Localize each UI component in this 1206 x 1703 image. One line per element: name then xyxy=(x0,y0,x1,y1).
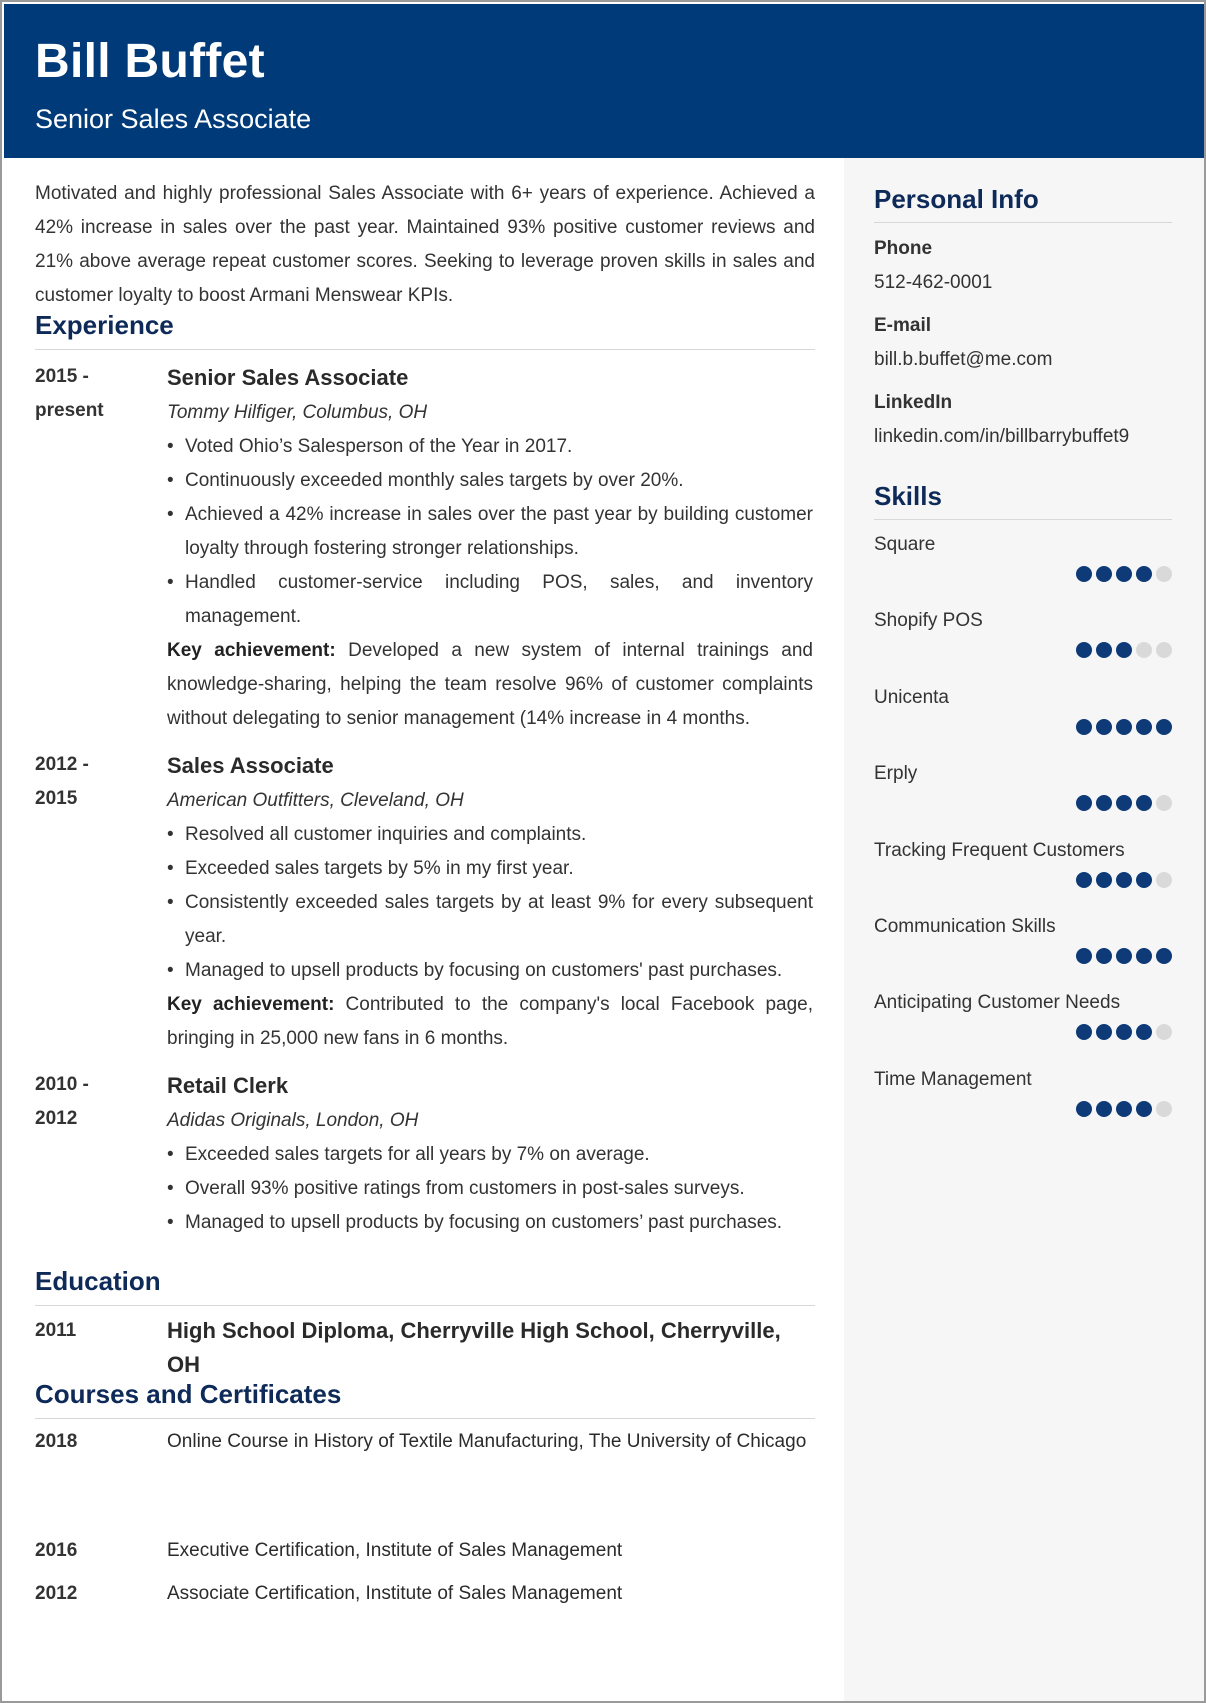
rating-dot-filled xyxy=(1136,1024,1152,1040)
job-bullet: • Resolved all customer inquiries and complaints. xyxy=(167,818,813,852)
job-role: Retail Clerk xyxy=(167,1073,289,1098)
skill-rating xyxy=(1076,872,1172,888)
job-dates xyxy=(35,1068,155,1136)
skill-name: Communication Skills xyxy=(874,916,1056,937)
rating-dot-filled xyxy=(1136,566,1152,582)
skill-rating xyxy=(1076,1101,1172,1117)
rating-dot-filled xyxy=(1076,872,1092,888)
rating-dot-empty xyxy=(1156,795,1172,811)
rating-dot-filled xyxy=(1116,566,1132,582)
rating-dot-filled xyxy=(1116,872,1132,888)
rating-dot-empty xyxy=(1136,642,1152,658)
rating-dot-filled xyxy=(1096,1101,1112,1117)
course-year: 2012 xyxy=(35,1583,78,1604)
rating-dot-filled xyxy=(1116,795,1132,811)
rating-dot-empty xyxy=(1156,1024,1172,1040)
skills-heading: Skills xyxy=(874,481,1172,520)
skill-item xyxy=(874,610,1172,686)
key-achievement-text: Contributed to the company's local Facebook page, bringing in 25,000 new fans in 6 months. xyxy=(167,994,813,1049)
key-achievement-text: Developed a new system of internal trainings and knowledge-sharing, helping the team resolve 96% of customer complaints without delegating to senior management (14% increase in 4 months. xyxy=(167,640,813,729)
skill-rating xyxy=(1076,1024,1172,1040)
email-label: E-mail xyxy=(874,315,932,336)
job-company: American Outfitters, Cleveland, OH xyxy=(167,790,464,811)
key-achievement xyxy=(167,988,813,1056)
course-year: 2018 xyxy=(35,1431,78,1452)
job-date-start: 2012 - xyxy=(35,754,89,775)
job-bullet: • Handled customer-service including POS, sales, and inventory management. xyxy=(167,566,813,634)
courses-heading: Courses and Certificates xyxy=(35,1379,815,1419)
job-bullet: • Managed to upsell products by focusing on customers’ past purchases. xyxy=(167,1206,813,1240)
job-company: Tommy Hilfiger, Columbus, OH xyxy=(167,402,428,423)
job-bullets xyxy=(167,818,813,988)
rating-dot-filled xyxy=(1096,719,1112,735)
rating-dot-filled xyxy=(1096,872,1112,888)
rating-dot-empty xyxy=(1156,872,1172,888)
skill-name: Unicenta xyxy=(874,686,949,708)
skill-name: Time Management xyxy=(874,1068,1032,1090)
skill-item xyxy=(874,687,1172,763)
rating-dot-filled xyxy=(1156,719,1172,735)
job-dates xyxy=(35,360,155,428)
candidate-name: Bill Buffet xyxy=(35,35,265,88)
skill-item xyxy=(874,916,1172,992)
rating-dot-filled xyxy=(1116,1101,1132,1117)
skill-item xyxy=(874,763,1172,839)
resume-header xyxy=(4,4,1204,158)
rating-dot-filled xyxy=(1136,795,1152,811)
rating-dot-filled xyxy=(1076,795,1092,811)
linkedin-label: LinkedIn xyxy=(874,392,953,413)
job-bullet: • Consistently exceeded sales targets by at least 9% for every subsequent year. xyxy=(167,886,813,954)
skill-item xyxy=(874,840,1172,916)
phone-value: 512-462-0001 xyxy=(874,272,993,293)
key-achievement-label: Key achievement: xyxy=(167,994,335,1015)
rating-dot-filled xyxy=(1116,642,1132,658)
job-body xyxy=(167,360,813,736)
job-role: Senior Sales Associate xyxy=(167,365,409,390)
job-role: Sales Associate xyxy=(167,753,334,778)
rating-dot-filled xyxy=(1156,948,1172,964)
summary-paragraph: Motivated and highly professional Sales Associate with 6+ years of experience. Achieved a 42% increase in sales over the past year. Maintained 93% positive customer reviews and 21% above average repeat customer scores. Seeking to leverage proven skills in sales and customer loyalty to boost Armani Menswear KPIs. xyxy=(35,183,815,306)
education-year: 2011 xyxy=(35,1320,77,1341)
job-bullets xyxy=(167,1138,813,1240)
skill-item xyxy=(874,992,1172,1068)
job-date-start: 2015 - xyxy=(35,366,89,387)
rating-dot-empty xyxy=(1156,642,1172,658)
rating-dot-filled xyxy=(1096,1024,1112,1040)
rating-dot-filled xyxy=(1136,948,1152,964)
course-text: Executive Certification, Institute of Sales Management xyxy=(167,1540,623,1561)
skill-rating xyxy=(1076,719,1172,735)
rating-dot-filled xyxy=(1096,566,1112,582)
skill-name: Anticipating Customer Needs xyxy=(874,992,1121,1014)
rating-dot-filled xyxy=(1076,1101,1092,1117)
job-bullet: • Continuously exceeded monthly sales targets by over 20%. xyxy=(167,464,813,498)
rating-dot-filled xyxy=(1076,566,1092,582)
course-text: Associate Certification, Institute of Sales Management xyxy=(167,1583,623,1604)
skill-rating xyxy=(1076,566,1172,582)
skill-rating xyxy=(1076,795,1172,811)
skill-name: Erply xyxy=(874,763,918,785)
linkedin-value: linkedin.com/in/billbarrybuffet9 xyxy=(874,426,1130,447)
rating-dot-empty xyxy=(1156,1101,1172,1117)
candidate-title: Senior Sales Associate xyxy=(35,104,312,134)
email-value: bill.b.buffet@me.com xyxy=(874,349,1053,370)
key-achievement-label: Key achievement: xyxy=(167,640,336,661)
job-bullet: • Achieved a 42% increase in sales over the past year by building customer loyalty through fostering stronger relationships. xyxy=(167,498,813,566)
skill-item xyxy=(874,1069,1172,1145)
rating-dot-filled xyxy=(1136,1101,1152,1117)
course-text: Online Course in History of Textile Manufacturing, The University of Chicago xyxy=(167,1431,807,1452)
job-bullets xyxy=(167,430,813,634)
education-degree: High School Diploma, Cherryville High School, Cherryville, OH xyxy=(167,1318,781,1377)
course-year: 2016 xyxy=(35,1540,78,1561)
job-body xyxy=(167,1068,813,1240)
rating-dot-filled xyxy=(1096,795,1112,811)
job-bullet: • Exceeded sales targets for all years by 7% on average. xyxy=(167,1138,813,1172)
rating-dot-filled xyxy=(1116,948,1132,964)
skill-rating xyxy=(1076,642,1172,658)
rating-dot-empty xyxy=(1156,566,1172,582)
sidebar xyxy=(844,158,1206,1703)
personal-info-heading: Personal Info xyxy=(874,184,1172,223)
rating-dot-filled xyxy=(1096,948,1112,964)
skill-name: Tracking Frequent Customers xyxy=(874,839,1125,861)
job-bullet: • Managed to upsell products by focusing on customers' past purchases. xyxy=(167,954,813,988)
experience-heading: Experience xyxy=(35,310,815,350)
skill-item xyxy=(874,534,1172,610)
skill-name: Square xyxy=(874,534,936,555)
job-bullet: • Exceeded sales targets by 5% in my first year. xyxy=(167,852,813,886)
rating-dot-filled xyxy=(1076,1024,1092,1040)
rating-dot-filled xyxy=(1136,872,1152,888)
rating-dot-filled xyxy=(1116,719,1132,735)
job-date-end: 2012 xyxy=(35,1108,78,1129)
job-body xyxy=(167,748,813,1056)
job-date-end: present xyxy=(35,400,104,421)
education-heading: Education xyxy=(35,1266,815,1306)
job-company: Adidas Originals, London, OH xyxy=(167,1110,419,1131)
job-bullet: • Overall 93% positive ratings from customers in post-sales surveys. xyxy=(167,1172,813,1206)
rating-dot-filled xyxy=(1076,948,1092,964)
skill-name: Shopify POS xyxy=(874,610,983,632)
job-date-end: 2015 xyxy=(35,788,78,809)
rating-dot-filled xyxy=(1116,1024,1132,1040)
rating-dot-filled xyxy=(1076,719,1092,735)
rating-dot-filled xyxy=(1136,719,1152,735)
job-bullet: • Voted Ohio’s Salesperson of the Year in 2017. xyxy=(167,430,813,464)
job-dates xyxy=(35,748,155,816)
key-achievement xyxy=(167,634,813,736)
rating-dot-filled xyxy=(1076,642,1092,658)
phone-label: Phone xyxy=(874,238,933,259)
job-date-start: 2010 - xyxy=(35,1074,89,1095)
rating-dot-filled xyxy=(1096,642,1112,658)
skill-rating xyxy=(1076,948,1172,964)
